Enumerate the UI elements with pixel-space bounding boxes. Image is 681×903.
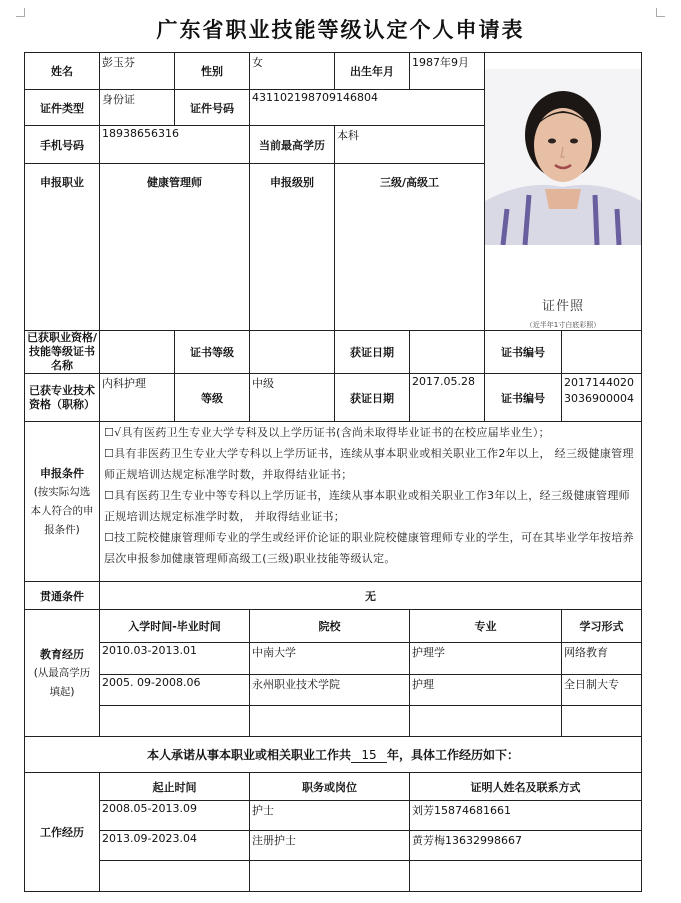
conditions-list — [100, 422, 642, 582]
through-value[interactable]: 无 — [100, 582, 642, 610]
work-cell[interactable]: 黄芳梅13632998667 — [410, 831, 642, 861]
qualification-cert-label: 已获职业资格/技能等级证书名称 — [25, 331, 100, 374]
professional-level-label: 等级 — [175, 374, 250, 422]
education-header-school: 院校 — [250, 610, 410, 643]
work-years-value[interactable]: 15 — [351, 748, 387, 763]
condition-item[interactable]: ☐具有非医药卫生专业大学专科以上学历证书，连续从事本职业或相关职业工作2年以上， 经三级健康管理师正规培训达规定标准学时数，并取得结业证书； — [104, 447, 634, 481]
id-type-label: 证件类型 — [25, 90, 100, 126]
cert-date-value[interactable] — [410, 331, 485, 374]
work-label: 工作经历 — [25, 773, 100, 892]
conditions-label: 申报条件 — [40, 466, 84, 480]
education-cell[interactable]: 中南大学 — [250, 643, 410, 675]
education-cell[interactable]: 永州职业技术学院 — [250, 675, 410, 706]
form-title: 广东省职业技能等级认定个人申请表 — [156, 17, 525, 42]
education-cell[interactable]: 2005. 09-2008.06 — [100, 675, 250, 706]
education-level-value[interactable]: 本科 — [335, 126, 485, 164]
work-cell[interactable]: 护士 — [250, 801, 410, 831]
condition-item[interactable]: ☐√具有医药卫生专业大学专科及以上学历证书(含尚未取得毕业证书的在校应届毕业生）； — [104, 426, 550, 439]
phone-label: 手机号码 — [25, 126, 100, 164]
conditions-note: (按实际勾选本人符合的申报条件) — [30, 485, 94, 536]
cert-date-label: 获证日期 — [335, 331, 410, 374]
name-value[interactable]: 彭玉芬 — [100, 53, 175, 90]
professional-date-value[interactable]: 2017.05.28 — [410, 374, 485, 422]
professional-level-value[interactable]: 中级 — [250, 374, 335, 422]
work-header-position: 职务或岗位 — [250, 773, 410, 801]
id-type-value[interactable]: 身份证 — [100, 90, 175, 126]
work-cell[interactable]: 刘芳15874681661 — [410, 801, 642, 831]
education-cell[interactable]: 护理学 — [410, 643, 562, 675]
work-cell[interactable] — [100, 861, 250, 892]
professional-date-label: 获证日期 — [335, 374, 410, 422]
condition-item[interactable]: ☐具有医药卫生专业中等专科以上学历证书，连续从事本职业或相关职业工作3年以上，经三级健康管理师正规培训达规定标准学时数， 并取得结业证书； — [104, 489, 630, 523]
apply-job-label: 申报职业 — [25, 164, 100, 331]
qualification-cert-value[interactable] — [100, 331, 175, 374]
work-statement — [25, 737, 642, 773]
work-statement-pre: 本人承诺从事本职业或相关职业工作共 — [146, 748, 351, 762]
cert-number-value[interactable] — [562, 331, 642, 374]
education-note: (从最高学历填起) — [33, 666, 91, 698]
cert-level-label: 证书等级 — [175, 331, 250, 374]
apply-level-value[interactable]: 三级/高级工 — [335, 164, 485, 331]
education-cell[interactable] — [100, 706, 250, 737]
education-label: 教育经历 — [40, 647, 84, 661]
education-level-label: 当前最高学历 — [250, 126, 335, 164]
apply-level-label: 申报级别 — [250, 164, 335, 331]
phone-value[interactable]: 18938656316 — [100, 126, 250, 164]
id-number-value[interactable]: 431102198709146804 — [250, 90, 485, 126]
name-label: 姓名 — [25, 53, 100, 90]
education-cell[interactable] — [250, 706, 410, 737]
education-header-major: 专业 — [410, 610, 562, 643]
work-header-period: 起止时间 — [100, 773, 250, 801]
education-header-period: 入学时间-毕业时间 — [100, 610, 250, 643]
photo-caption: 证件照 — [541, 299, 584, 314]
education-cell[interactable]: 网络教育 — [562, 643, 642, 675]
work-cell[interactable]: 注册护士 — [250, 831, 410, 861]
education-header-mode: 学习形式 — [562, 610, 642, 643]
apply-job-value[interactable]: 健康管理师 — [100, 164, 250, 331]
education-cell[interactable]: 护理 — [410, 675, 562, 706]
work-cell[interactable]: 2008.05-2013.09 — [100, 801, 250, 831]
education-cell[interactable] — [410, 706, 562, 737]
professional-number-value[interactable]: 20171440203036900004 — [562, 374, 642, 422]
id-number-label: 证件号码 — [175, 90, 250, 126]
work-cell[interactable]: 2013.09-2023.04 — [100, 831, 250, 861]
professional-title-value[interactable]: 内科护理 — [100, 374, 175, 422]
photo-area — [485, 53, 642, 331]
birth-label: 出生年月 — [335, 53, 410, 90]
birth-value[interactable]: 1987年9月 — [410, 53, 485, 90]
education-cell[interactable] — [562, 706, 642, 737]
work-cell[interactable] — [410, 861, 642, 892]
through-label: 贯通条件 — [25, 582, 100, 610]
professional-number-label: 证书编号 — [485, 374, 562, 422]
education-cell[interactable]: 2010.03-2013.01 — [100, 643, 250, 675]
work-cell[interactable] — [250, 861, 410, 892]
conditions-label-cell — [25, 422, 100, 582]
gender-label: 性别 — [175, 53, 250, 90]
condition-item[interactable]: ☐技工院校健康管理师专业的学生或经评价论证的职业院校健康管理师专业的学生，可在其毕业学年按培养层次申报参加健康管理师高级工(三级)职业技能等级认定。 — [104, 531, 634, 565]
applicant-photo — [485, 69, 641, 245]
work-statement-post: 年，具体工作经历如下： — [387, 748, 520, 762]
photo-sub-caption: （近半年1寸白底彩照） — [525, 321, 601, 329]
education-label-cell — [25, 610, 100, 737]
cert-level-value[interactable] — [250, 331, 335, 374]
gender-value[interactable]: 女 — [250, 53, 335, 90]
application-form-table — [24, 52, 642, 892]
work-header-reference: 证明人姓名及联系方式 — [410, 773, 642, 801]
professional-title-label: 已获专业技术资格（职称） — [25, 374, 100, 422]
cert-number-label: 证书编号 — [485, 331, 562, 374]
education-cell[interactable]: 全日制大专 — [562, 675, 642, 706]
